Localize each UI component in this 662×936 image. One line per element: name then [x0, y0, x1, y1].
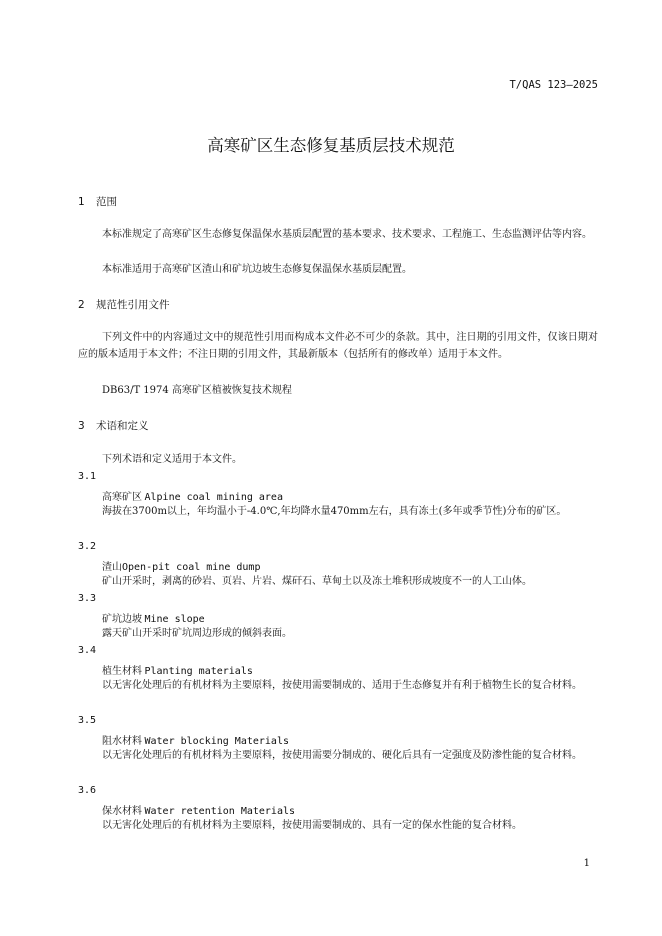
term-name-en: Mine slope: [144, 614, 205, 625]
term-number: 3.4: [78, 645, 97, 656]
standard-code: T/QAS 123—2025: [509, 79, 598, 91]
term-number: 3.2: [78, 541, 97, 552]
term-name-en: Water retention Materials: [144, 806, 296, 817]
page-number: 1: [583, 858, 590, 869]
term-heading: [102, 802, 295, 817]
term-number: 3.1: [78, 471, 97, 482]
section-title: 术语和定义: [96, 420, 149, 432]
document-title: 高寒矿区生态修复基质层技术规范: [207, 136, 455, 155]
term-definition: 以无害化处理后的有机材料为主要原料，按使用需要制成的、具有一定的保水性能的复合材料。: [102, 820, 522, 831]
term-name-zh: 矿坑边坡: [102, 614, 142, 625]
term-name-zh: 渣山: [102, 562, 122, 573]
term-number: 3.6: [78, 785, 97, 796]
section-title: 范围: [96, 196, 117, 208]
term-name-zh: 保水材料: [102, 806, 142, 817]
term-heading: [102, 662, 253, 677]
section-number: 3: [78, 420, 85, 432]
term-heading: [102, 732, 289, 747]
term-definition: 以无害化处理后的有机材料为主要原料，按使用需要制成的、适用于生态修复并有利于植物生长的复合材料。: [102, 680, 582, 691]
terms-intro: 下列术语和定义适用于本文件。: [102, 454, 242, 465]
term-name-en: Water blocking Materials: [144, 736, 289, 747]
scope-paragraph-1: 本标准规定了高寒矿区生态修复保温保水基质层配置的基本要求、技术要求、工程施工、生态监测评估等内容。: [102, 229, 592, 240]
term-name-zh: 高寒矿区: [102, 492, 142, 503]
section-heading-references: [78, 297, 170, 312]
term-number: 3.3: [78, 593, 97, 604]
term-heading: [102, 610, 205, 625]
section-number: 1: [78, 196, 85, 208]
term-definition: 矿山开采时，剥离的砂岩、页岩、片岩、煤矸石、草甸土以及冻土堆积形成坡度不一的人工山体。: [102, 576, 532, 587]
term-name-en: Planting materials: [144, 666, 253, 677]
section-title: 规范性引用文件: [96, 299, 170, 311]
term-name-en: Alpine coal mining area: [144, 492, 283, 503]
term-number: 3.5: [78, 715, 97, 726]
term-heading: [102, 488, 283, 503]
term-definition: 露天矿山开采时矿坑周边形成的倾斜表面。: [102, 628, 292, 639]
references-paragraph: 下列文件中的内容通过文中的规范性引用而构成本文件必不可少的条款。其中，注日期的引用文件，仅该日期对应的版本适用于本文件；不注日期的引用文件，其最新版本（包括所有的修改单）适用于本文件。: [78, 332, 598, 360]
term-heading: [102, 558, 260, 573]
reference-item: DB63/T 1974 高寒矿区植被恢复技术规程: [102, 385, 292, 396]
term-name-zh: 植生材料: [102, 666, 142, 677]
section-heading-scope: [78, 194, 117, 209]
term-name-en: Open-pit coal mine dump: [122, 562, 261, 573]
term-name-zh: 阻水材料: [102, 736, 142, 747]
section-heading-terms: [78, 418, 149, 433]
term-definition: 以无害化处理后的有机材料为主要原料，按使用需要分制成的、硬化后具有一定强度及防渗性能的复合材料。: [102, 750, 582, 761]
section-number: 2: [78, 299, 85, 311]
term-definition: 海拔在3700m以上，年均温小于-4.0℃,年均降水量470mm左右，具有冻土(多年或季节性)分布的矿区。: [102, 506, 567, 517]
scope-paragraph-2: 本标准适用于高寒矿区渣山和矿坑边坡生态修复保温保水基质层配置。: [102, 264, 412, 275]
